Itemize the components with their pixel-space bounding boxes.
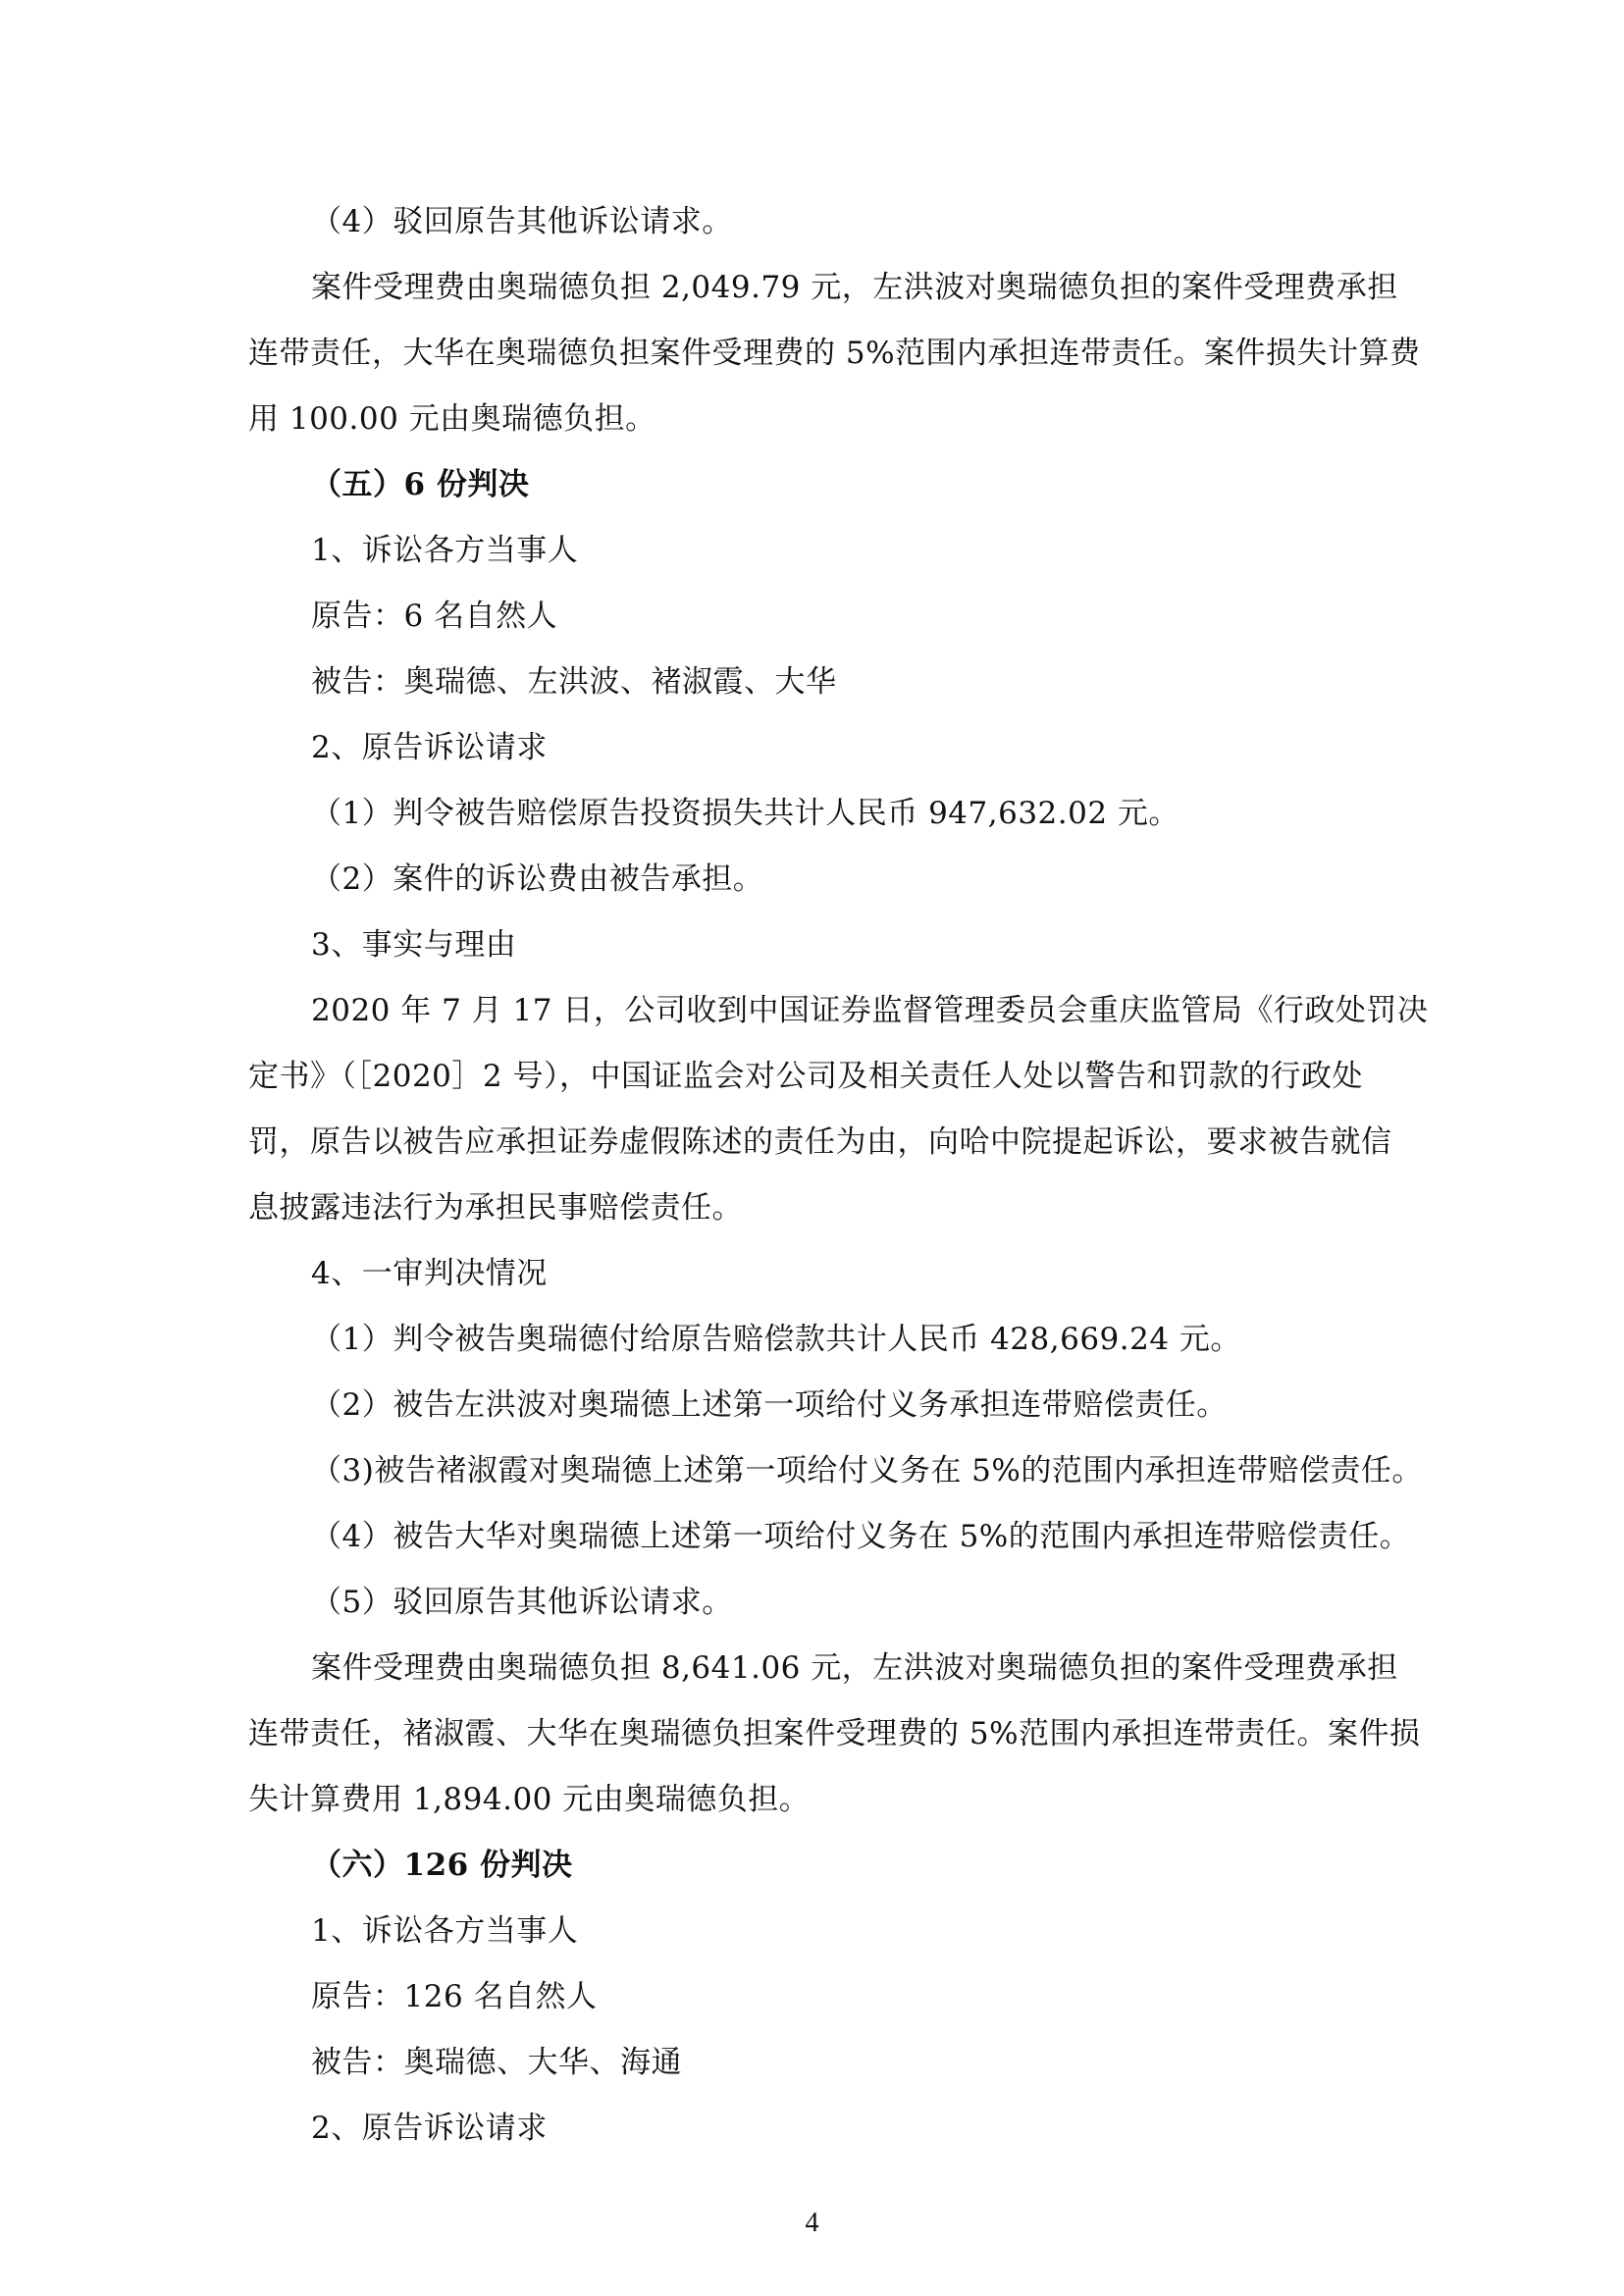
text-line: （1）判令被告奥瑞德付给原告赔偿款共计人民币 428,669.24 元。	[311, 1322, 1241, 1357]
text-line: 2、原告诉讼请求	[311, 2111, 548, 2146]
text-line: 案件受理费由奥瑞德负担 2,049.79 元，左洪波对奥瑞德负担的案件受理费承担	[311, 270, 1398, 305]
text-line: （4）被告大华对奥瑞德上述第一项给付义务在 5%的范围内承担连带赔偿责任。	[311, 1519, 1411, 1554]
text-line: （1）判令被告赔偿原告投资损失共计人民币 947,632.02 元。	[311, 796, 1179, 831]
text-line: 定书》（［2020］2 号），中国证监会对公司及相关责任人处以警告和罚款的行政处	[248, 1059, 1363, 1094]
text-line: （3)被告褚淑霞对奥瑞德上述第一项给付义务在 5%的范围内承担连带赔偿责任。	[311, 1453, 1423, 1488]
text-line: 2、原告诉讼请求	[311, 730, 548, 765]
section-heading: （六）126 份判决	[311, 1848, 573, 1883]
text-line: 连带责任，褚淑霞、大华在奥瑞德负担案件受理费的 5%范围内承担连带责任。案件损	[248, 1716, 1421, 1751]
text-line: （2）案件的诉讼费由被告承担。	[311, 861, 764, 897]
text-line: 原告：6 名自然人	[311, 599, 558, 634]
text-line: 1、诉讼各方当事人	[311, 533, 579, 568]
text-line: 1、诉讼各方当事人	[311, 1913, 579, 1949]
text-line: 用 100.00 元由奥瑞德负担。	[248, 401, 656, 437]
text-line: 案件受理费由奥瑞德负担 8,641.06 元，左洪波对奥瑞德负担的案件受理费承担	[311, 1650, 1398, 1686]
text-line: 连带责任，大华在奥瑞德负担案件受理费的 5%范围内承担连带责任。案件损失计算费	[248, 336, 1421, 371]
text-line: 被告：奥瑞德、左洪波、褚淑霞、大华	[311, 664, 837, 700]
text-line: 被告：奥瑞德、大华、海通	[311, 2045, 682, 2080]
text-line: （5）驳回原告其他诉讼请求。	[311, 1585, 733, 1620]
page-number: 4	[805, 2208, 819, 2238]
text-line: 罚，原告以被告应承担证券虚假陈述的责任为由，向哈中院提起诉讼，要求被告就信	[248, 1124, 1392, 1160]
text-line: 3、事实与理由	[311, 927, 517, 963]
text-line: （2）被告左洪波对奥瑞德上述第一项给付义务承担连带赔偿责任。	[311, 1387, 1228, 1423]
text-line: 失计算费用 1,894.00 元由奥瑞德负担。	[248, 1782, 811, 1817]
text-line: 2020 年 7 月 17 日，公司收到中国证券监督管理委员会重庆监管局《行政处罚决	[311, 993, 1429, 1028]
text-line: 息披露违法行为承担民事赔偿责任。	[248, 1190, 743, 1226]
text-line: 4、一审判决情况	[311, 1256, 548, 1291]
text-line: （4）驳回原告其他诉讼请求。	[311, 204, 733, 239]
text-line: 原告：126 名自然人	[311, 1979, 598, 2014]
section-heading: （五）6 份判决	[311, 467, 530, 502]
